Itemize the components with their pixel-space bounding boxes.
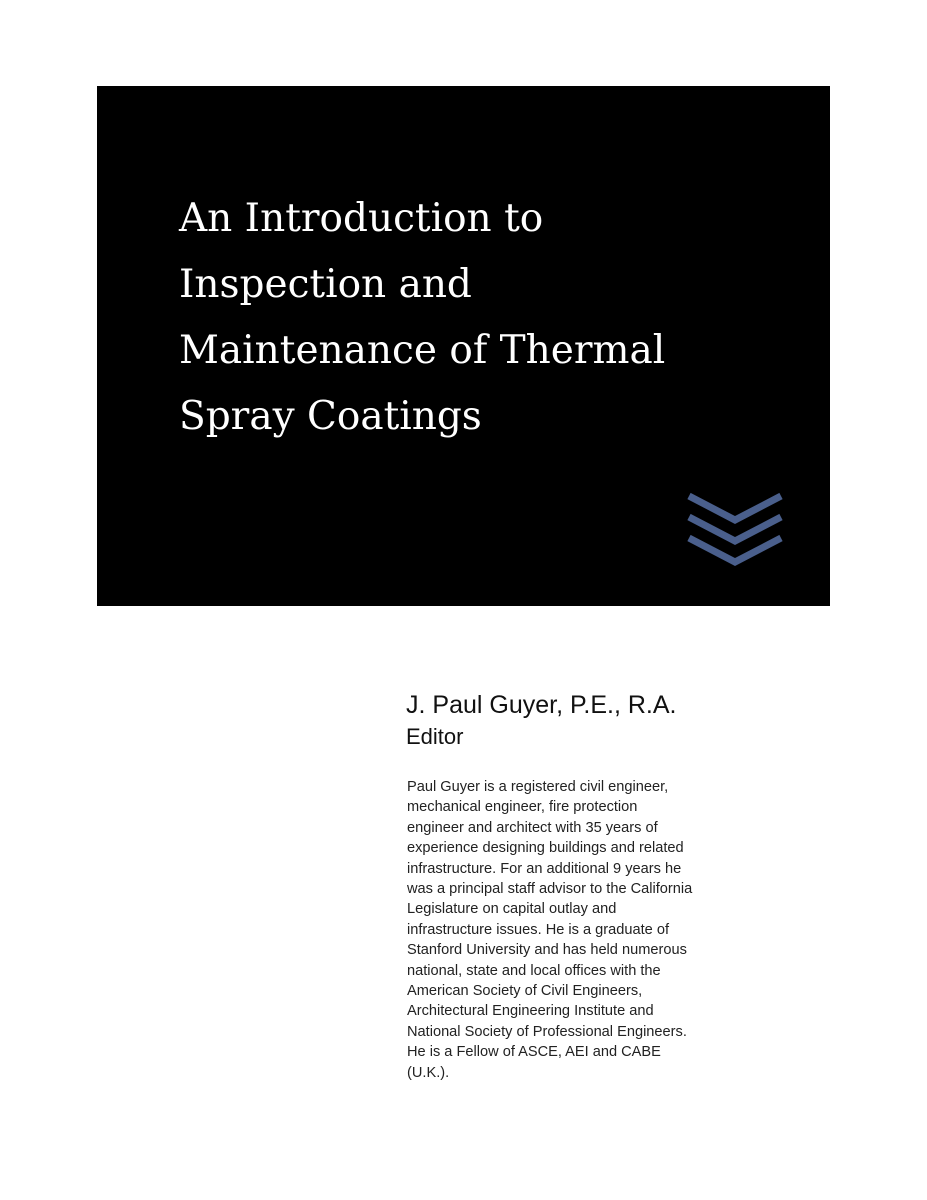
- author-bio: [407, 777, 777, 1083]
- title-line: Inspection and: [179, 262, 472, 307]
- bio-line: Stanford University and has held numerous: [407, 942, 687, 959]
- bio-line: engineer and architect with 35 years of: [407, 819, 658, 836]
- chevron-top-icon: [689, 496, 781, 520]
- author-role: Editor: [406, 724, 464, 749]
- bio-line: Architectural Engineering Institute and: [407, 1003, 654, 1020]
- bio-line: He is a Fellow of ASCE, AEI and CABE: [407, 1044, 661, 1061]
- bio-line: infrastructure. For an additional 9 years he: [407, 860, 682, 877]
- bio-line: National Society of Professional Engineers.: [407, 1023, 687, 1040]
- bio-line: American Society of Civil Engineers,: [407, 983, 643, 1000]
- author-name: J. Paul Guyer, P.E., R.A.: [406, 691, 677, 719]
- bio-line: infrastructure issues. He is a graduate of: [407, 921, 670, 938]
- bio-line: national, state and local offices with the: [407, 962, 661, 979]
- bio-line: mechanical engineer, fire protection: [407, 799, 638, 816]
- bio-line: experience designing buildings and related: [407, 840, 684, 857]
- bio-line: (U.K.).: [407, 1064, 450, 1081]
- title-line: An Introduction to: [179, 196, 544, 241]
- book-title: [179, 186, 799, 450]
- bio-line: Paul Guyer is a registered civil engineer,: [407, 779, 669, 795]
- title-line: Maintenance of Thermal: [179, 328, 666, 373]
- cover-band: [97, 86, 830, 606]
- bio-line: Legislature on capital outlay and: [407, 901, 617, 918]
- bio-line: was a principal staff advisor to the California: [407, 881, 693, 898]
- title-line: Spray Coatings: [179, 394, 482, 439]
- triple-chevron-down-icon: [685, 488, 785, 566]
